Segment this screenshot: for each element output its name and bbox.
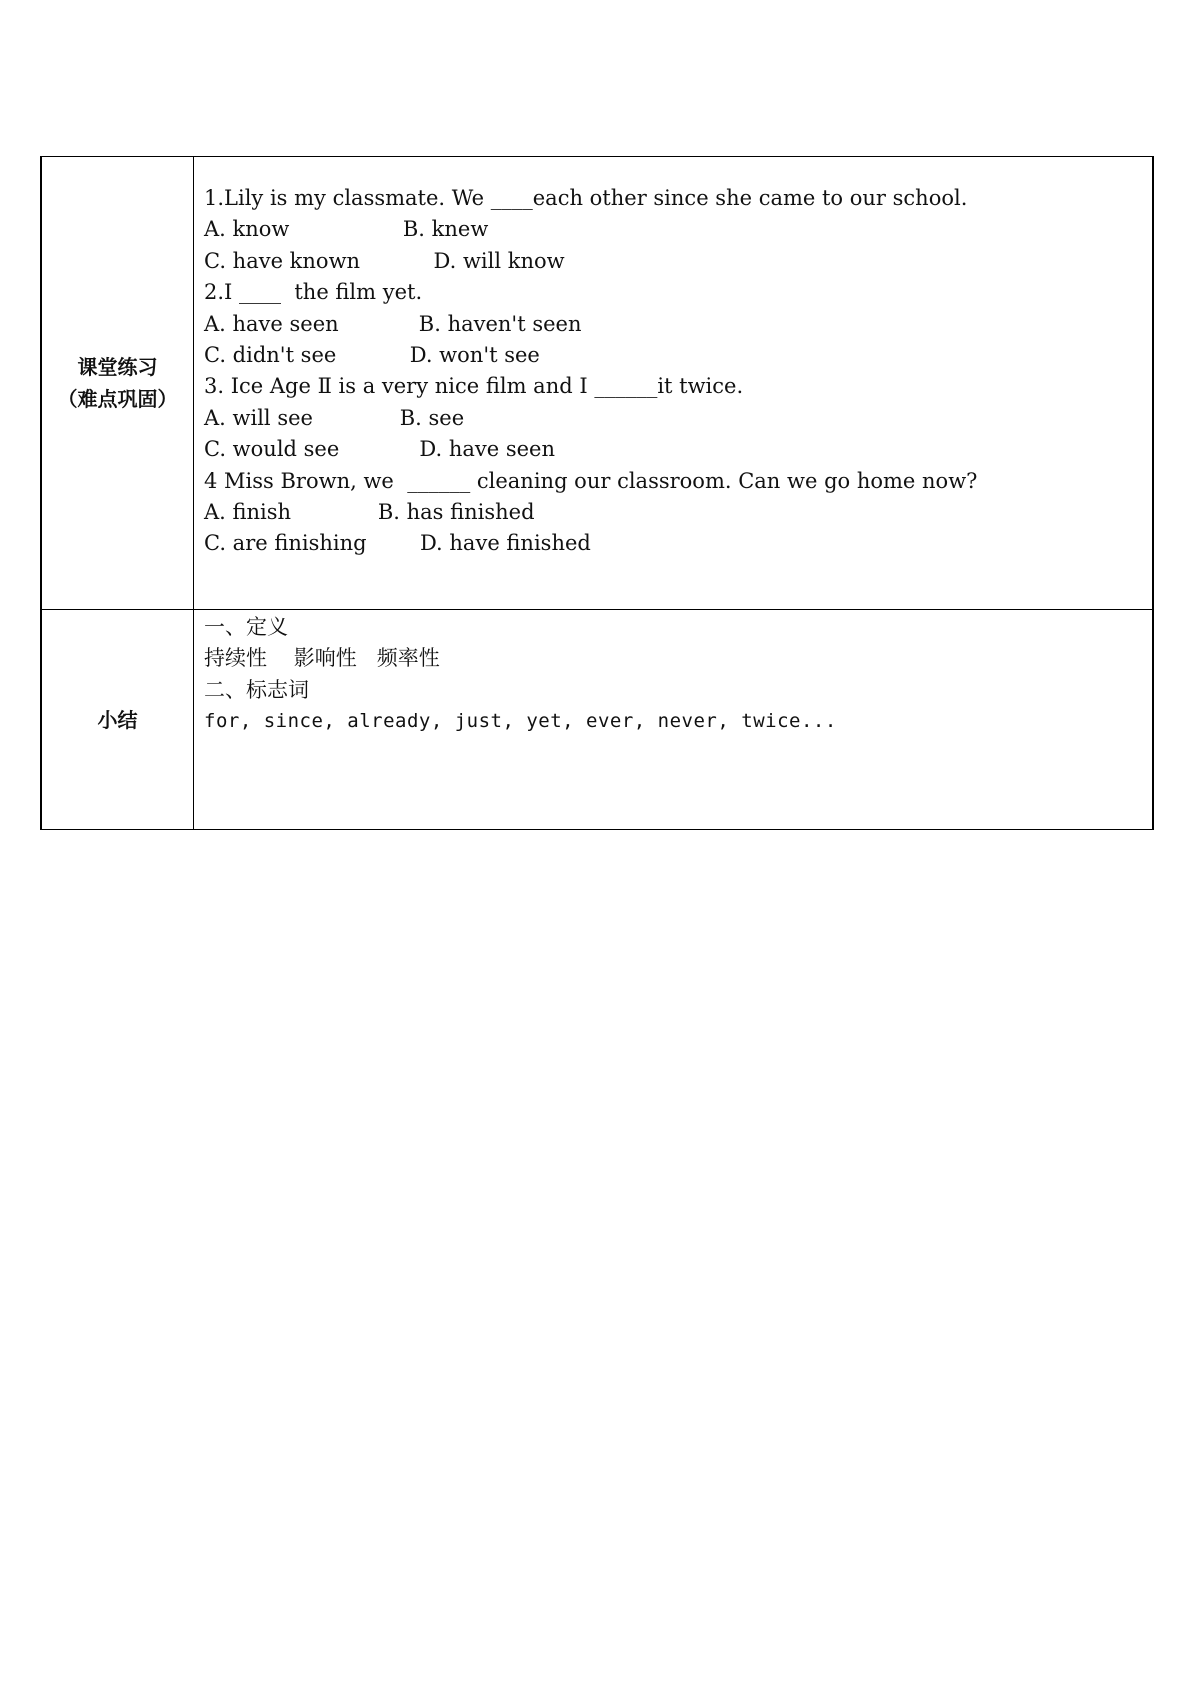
exercise-content-cell xyxy=(194,157,1154,610)
question-3-options-cd: C. would see D. have seen xyxy=(204,437,555,462)
exercise-label-subtitle: （难点巩固） xyxy=(57,387,178,411)
lesson-table xyxy=(40,156,1154,830)
exercise-row xyxy=(41,157,1153,610)
summary-heading-keywords: 二、标志词 xyxy=(204,677,309,702)
question-4-options-cd: C. are finishing D. have finished xyxy=(204,531,591,556)
question-4-options-ab: A. finish B. has finished xyxy=(204,500,535,525)
summary-traits: 持续性 影响性 频率性 xyxy=(204,646,440,671)
summary-keywords: for, since, already, just, yet, ever, never, twice... xyxy=(204,710,837,733)
question-3-options-ab: A. will see B. see xyxy=(204,405,465,430)
summary-content-cell xyxy=(194,610,1154,830)
exercise-label-cell xyxy=(41,157,194,610)
summary-label-cell xyxy=(41,610,194,830)
exercise-label-title: 课堂练习 xyxy=(77,355,158,379)
question-1: 1.Lily is my classmate. We ____each other since she came to our school. xyxy=(204,186,968,210)
question-2-options-ab: A. have seen B. haven't seen xyxy=(204,311,582,336)
question-1-options-ab: A. know B. knew xyxy=(204,217,489,242)
question-4: 4 Miss Brown, we ______ cleaning our classroom. Can we go home now? xyxy=(204,468,978,493)
question-3: 3. Ice Age Ⅱ is a very nice film and I ______it twice. xyxy=(204,374,744,399)
question-1-options-cd: C. have known D. will know xyxy=(204,248,565,273)
question-2: 2.I ____ the film yet. xyxy=(204,280,423,305)
summary-row xyxy=(41,610,1153,830)
summary-label: 小结 xyxy=(97,707,138,732)
summary-heading-definition: 一、定义 xyxy=(204,615,288,639)
question-2-options-cd: C. didn't see D. won't see xyxy=(204,343,540,368)
